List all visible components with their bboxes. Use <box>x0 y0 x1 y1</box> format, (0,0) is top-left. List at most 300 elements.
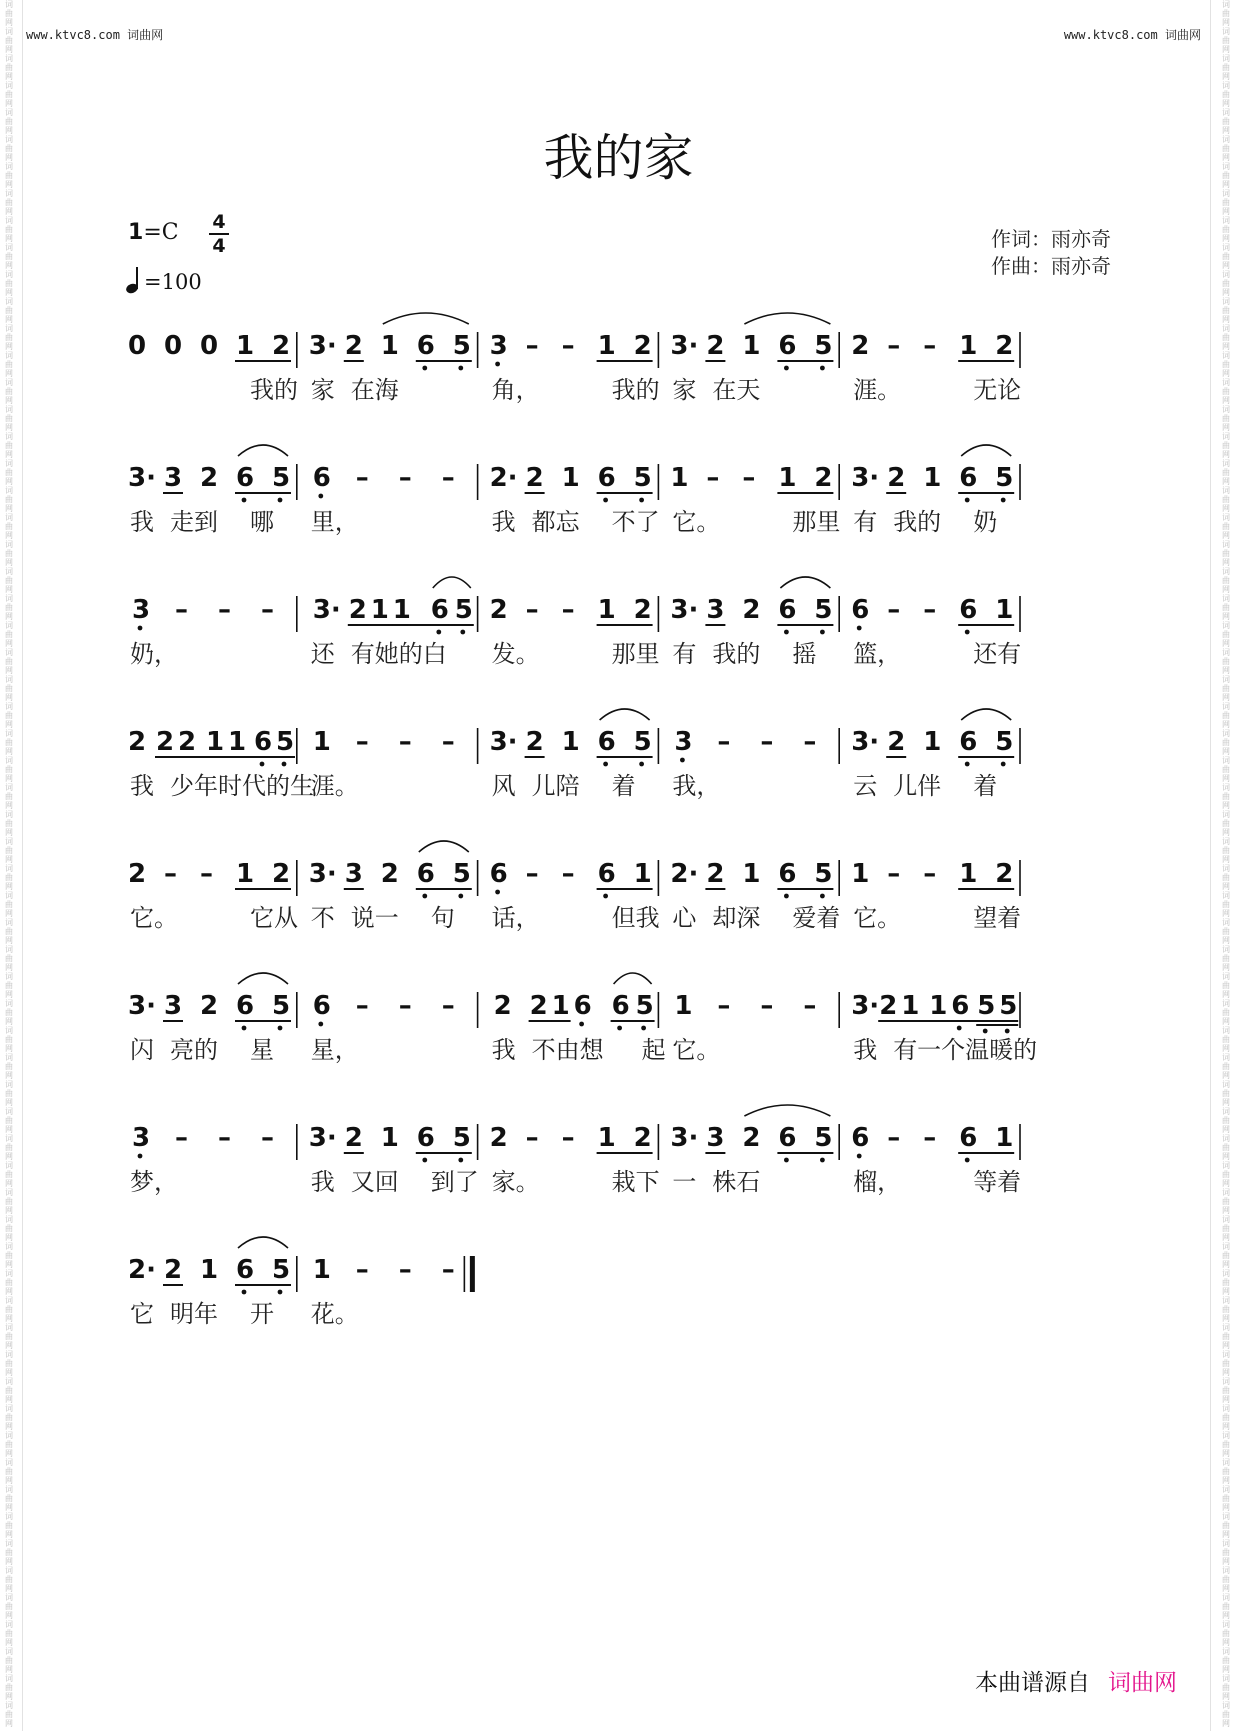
side-watermark-right: 词曲网词曲网词曲网词曲网词曲网词曲网词曲网词曲网词曲网词曲网词曲网词曲网词曲网词曲网词曲网词曲网词曲网词曲网词曲网词曲网词曲网词曲网词曲网词曲网词曲网词曲网词曲网词曲网词曲网词曲网词曲网词曲网词曲网词曲网词曲网词曲网词曲网词曲网词曲网词曲网词曲网词曲网词曲网词曲网词曲网词曲网词曲网词曲网词曲网词曲网词曲网词曲网词曲网词曲网词曲网词曲网词曲网词曲网词曲网词曲网词曲网词曲网词曲网词曲网 <box>1222 0 1230 1728</box>
note: – <box>525 331 539 361</box>
note: 2 <box>525 463 544 493</box>
note: 1 <box>392 595 411 625</box>
note: 6 <box>778 331 797 361</box>
octave-dot-below <box>318 494 323 499</box>
note: – <box>803 727 817 757</box>
octave-dot-below <box>784 894 789 899</box>
note: 1 <box>633 859 652 889</box>
lyric: 句 <box>430 904 455 932</box>
octave-dot-below <box>617 1026 622 1031</box>
note: 1 <box>778 463 797 493</box>
header-left-url[interactable]: www.ktvc8.com <box>26 28 120 42</box>
note: 6 <box>851 1123 870 1153</box>
lyric: 着 <box>611 772 636 800</box>
slur <box>238 973 288 984</box>
lyric: 有 <box>853 508 878 536</box>
note: 6 <box>959 595 978 625</box>
note: 2 <box>887 463 906 493</box>
lyric: 榴， <box>853 1168 902 1196</box>
note: 6 <box>416 1123 435 1153</box>
note: – <box>398 1255 412 1285</box>
note: 3· <box>851 463 880 493</box>
note: 2 <box>525 727 544 757</box>
note: – <box>200 859 213 889</box>
note: 2 <box>633 595 652 625</box>
note: – <box>717 991 731 1021</box>
lyric: 星 <box>250 1036 274 1064</box>
note: – <box>441 727 455 757</box>
note: 5 <box>995 727 1014 757</box>
note: 1 <box>380 331 399 361</box>
note: 6 <box>430 595 449 625</box>
note: 1 <box>380 1123 399 1153</box>
octave-dot-below <box>1005 1029 1010 1034</box>
note: – <box>355 1255 369 1285</box>
lyric: 那里 <box>611 640 660 668</box>
octave-dot-below <box>495 890 500 895</box>
note: 5 <box>977 991 996 1021</box>
note: 5 <box>999 991 1018 1021</box>
lyricist-credit: 作词：雨亦奇 <box>991 227 1111 251</box>
note: 3· <box>308 1123 337 1153</box>
note: 3· <box>128 463 156 493</box>
note: 3· <box>308 859 337 889</box>
lyric: 风 <box>491 772 516 800</box>
octave-dot-below <box>458 1158 463 1163</box>
note: – <box>261 595 274 625</box>
note: 1 <box>370 595 389 625</box>
octave-dot-below <box>639 498 644 503</box>
note: 3 <box>164 463 183 493</box>
lyric: 我的 <box>250 376 298 404</box>
note: 3· <box>851 727 880 757</box>
lyric: 爱着 <box>792 904 841 932</box>
lyric: 不由想 <box>531 1036 604 1064</box>
lyric: 话， <box>491 904 540 932</box>
octave-dot-below <box>1001 498 1006 503</box>
octave-dot-below <box>278 1290 283 1295</box>
note: 6 <box>312 463 331 493</box>
note: 6 <box>236 991 255 1021</box>
note: – <box>525 1123 539 1153</box>
note: 1 <box>597 595 616 625</box>
lyric: 还有 <box>973 640 1022 668</box>
octave-dot-below <box>138 1154 143 1159</box>
note: 2 <box>995 331 1014 361</box>
slur <box>433 577 471 588</box>
lyric: 我， <box>672 772 721 800</box>
lyric: 奶， <box>130 640 178 668</box>
note: 3 <box>489 331 508 361</box>
note: 1 <box>561 727 580 757</box>
lyric: 它。 <box>672 1036 721 1064</box>
note: 3 <box>344 859 363 889</box>
octave-dot-below <box>820 1158 825 1163</box>
lyric: 有一个温暖的 <box>893 1036 1038 1064</box>
note: 6 <box>597 463 616 493</box>
note: 2 <box>493 991 512 1021</box>
note: 5 <box>276 727 295 757</box>
note: 2 <box>489 595 508 625</box>
note: 2 <box>814 463 833 493</box>
note: – <box>525 595 539 625</box>
note: 6 <box>959 727 978 757</box>
note: 1 <box>742 859 761 889</box>
lyric: 着 <box>973 772 998 800</box>
note: 3· <box>308 331 337 361</box>
slur <box>744 1105 830 1116</box>
slur <box>238 445 288 456</box>
note: 1 <box>561 463 580 493</box>
note: 3 <box>132 1123 151 1153</box>
note: – <box>923 331 937 361</box>
note: – <box>218 1123 231 1153</box>
note: 2 <box>879 991 898 1021</box>
note: 6 <box>778 1123 797 1153</box>
note: 2 <box>742 1123 761 1153</box>
octave-dot-below <box>460 630 465 635</box>
note: 3· <box>851 991 880 1021</box>
octave-dot-below <box>603 894 608 899</box>
time-signature-top: 4 <box>212 211 226 233</box>
note: – <box>887 859 901 889</box>
octave-dot-below <box>784 366 789 371</box>
lyric: 心 <box>672 904 697 932</box>
note: – <box>887 1123 901 1153</box>
note: – <box>355 991 369 1021</box>
footer-source-label: 本曲谱源自 <box>975 1670 1090 1696</box>
octave-dot-below <box>458 366 463 371</box>
octave-dot-below <box>820 894 825 899</box>
note: 6 <box>959 463 978 493</box>
note: 1 <box>236 331 255 361</box>
octave-dot-below <box>857 1154 862 1159</box>
note: – <box>923 1123 937 1153</box>
note: – <box>923 859 937 889</box>
note: 5 <box>633 463 652 493</box>
octave-dot-below <box>242 1290 247 1295</box>
note: 6 <box>489 859 508 889</box>
lyric: 篮， <box>853 640 902 668</box>
octave-dot-below <box>422 366 427 371</box>
lyric: 但我 <box>611 904 660 932</box>
note: 2 <box>200 463 219 493</box>
lyric: 哪 <box>250 508 274 536</box>
octave-dot-below <box>820 630 825 635</box>
lyric: 无论 <box>973 376 1022 404</box>
note: 0 <box>164 331 183 361</box>
note: 2 <box>128 727 147 757</box>
note: 6 <box>597 859 616 889</box>
note: 6 <box>611 991 630 1021</box>
slur <box>961 709 1011 720</box>
note: 5 <box>814 595 833 625</box>
note: 5 <box>814 859 833 889</box>
note: 1 <box>923 463 942 493</box>
note: 6 <box>416 859 435 889</box>
note: 2 <box>742 595 761 625</box>
note: 3 <box>706 595 725 625</box>
song-title: 我的家 <box>543 129 694 187</box>
lyric: 株石 <box>712 1168 761 1196</box>
note: – <box>561 595 575 625</box>
slur <box>419 841 469 852</box>
note: – <box>398 727 412 757</box>
note: – <box>923 595 937 625</box>
octave-dot-below <box>282 762 287 767</box>
note: 1 <box>959 331 978 361</box>
footer-source <box>975 1664 1177 1697</box>
lyric: 望着 <box>973 904 1022 932</box>
note: 5 <box>452 859 471 889</box>
octave-dot-below <box>242 1026 247 1031</box>
lyric: 开 <box>250 1300 274 1328</box>
note: – <box>887 595 901 625</box>
lyric: 花。 <box>310 1300 359 1328</box>
note: 2· <box>489 463 518 493</box>
octave-dot-below <box>784 1158 789 1163</box>
lyric: 又回 <box>350 1168 399 1196</box>
note: 1 <box>995 595 1014 625</box>
note: 1 <box>236 859 255 889</box>
note: 3· <box>312 595 341 625</box>
lyric: 摇 <box>792 640 817 668</box>
key-letter: C <box>161 220 179 245</box>
octave-dot-below <box>965 498 970 503</box>
note: 1 <box>200 1255 219 1285</box>
octave-dot-below <box>278 1026 283 1031</box>
note: – <box>175 1123 188 1153</box>
note: 2 <box>887 727 906 757</box>
note: 2 <box>529 991 548 1021</box>
note: – <box>561 1123 575 1153</box>
note: 2 <box>200 991 219 1021</box>
lyric: 亮的 <box>170 1036 218 1064</box>
octave-dot-below <box>318 1022 323 1027</box>
note: 2 <box>706 331 725 361</box>
note: 2 <box>164 1255 183 1285</box>
note: – <box>717 727 731 757</box>
lyric: 有 <box>672 640 697 668</box>
lyric: 我的 <box>712 640 761 668</box>
octave-dot-below <box>422 1158 427 1163</box>
lyric: 明年 <box>170 1300 218 1328</box>
note: 2 <box>851 331 870 361</box>
lyric: 闪 <box>130 1036 154 1064</box>
note: 5 <box>272 1255 291 1285</box>
slur <box>383 313 469 324</box>
note: – <box>706 463 720 493</box>
lyric: 那里 <box>792 508 841 536</box>
lyric: 奶 <box>973 508 998 536</box>
note: 6 <box>597 727 616 757</box>
slur <box>238 1237 288 1248</box>
note: 3· <box>670 1123 699 1153</box>
key-equals: = <box>143 220 162 245</box>
lyric: 家。 <box>491 1168 540 1196</box>
lyric: 它。 <box>130 904 178 932</box>
note: 2· <box>670 859 699 889</box>
octave-dot-below <box>965 630 970 635</box>
octave-dot-below <box>278 498 283 503</box>
note: – <box>398 991 412 1021</box>
note: – <box>441 463 455 493</box>
octave-dot-below <box>1001 762 1006 767</box>
octave-dot-below <box>138 626 143 631</box>
note: 5 <box>633 727 652 757</box>
lyric: 到了 <box>430 1168 479 1196</box>
lyric: 在天 <box>712 376 761 404</box>
octave-dot-below <box>965 762 970 767</box>
note: – <box>441 991 455 1021</box>
octave-dot-below <box>436 630 441 635</box>
octave-dot-below <box>260 762 265 767</box>
note: 5 <box>814 1123 833 1153</box>
octave-dot-below <box>641 1026 646 1031</box>
slur <box>600 709 650 720</box>
side-watermark-left: 词曲网词曲网词曲网词曲网词曲网词曲网词曲网词曲网词曲网词曲网词曲网词曲网词曲网词曲网词曲网词曲网词曲网词曲网词曲网词曲网词曲网词曲网词曲网词曲网词曲网词曲网词曲网词曲网词曲网词曲网词曲网词曲网词曲网词曲网词曲网词曲网词曲网词曲网词曲网词曲网词曲网词曲网词曲网词曲网词曲网词曲网词曲网词曲网词曲网词曲网词曲网词曲网词曲网词曲网词曲网词曲网词曲网词曲网词曲网词曲网词曲网词曲网词曲网词曲网 <box>5 0 13 1728</box>
note: 2 <box>489 1123 508 1153</box>
octave-dot-below <box>857 626 862 631</box>
lyric: 还 <box>310 640 335 668</box>
note: – <box>561 859 575 889</box>
note: 1 <box>674 991 693 1021</box>
lyric: 儿伴 <box>893 772 942 800</box>
key-tonic: 1 <box>128 220 144 245</box>
note: 2 <box>272 331 291 361</box>
octave-dot-below <box>820 366 825 371</box>
note: 2 <box>348 595 367 625</box>
tempo-value: =100 <box>144 270 202 294</box>
octave-dot-below <box>579 1022 584 1027</box>
note: 6 <box>778 595 797 625</box>
lyric: 起 <box>641 1036 666 1064</box>
octave-dot-below <box>639 762 644 767</box>
note: 6 <box>573 991 592 1021</box>
note: – <box>760 727 774 757</box>
lyric: 走到 <box>170 508 218 536</box>
note: 3 <box>674 727 693 757</box>
note: 0 <box>128 331 147 361</box>
note: 5 <box>814 331 833 361</box>
note: – <box>164 859 177 889</box>
lyric: 它 <box>130 1300 154 1328</box>
note: 1 <box>670 463 689 493</box>
note: 6 <box>416 331 435 361</box>
note: 1 <box>551 991 570 1021</box>
note: 3 <box>132 595 151 625</box>
octave-dot-below <box>957 1026 962 1031</box>
note: 1 <box>597 1123 616 1153</box>
lyric: 儿陪 <box>531 772 580 800</box>
lyric: 有她的白 <box>350 640 447 668</box>
note: 1 <box>206 727 225 757</box>
octave-dot-below <box>965 1158 970 1163</box>
note: 2 <box>995 859 1014 889</box>
slur <box>780 577 830 588</box>
note: 2 <box>380 859 399 889</box>
lyric: 我 <box>853 1036 878 1064</box>
note: 2 <box>344 331 363 361</box>
lyric: 在海 <box>350 376 399 404</box>
note: 1 <box>851 859 870 889</box>
note: 2 <box>706 859 725 889</box>
note: 1 <box>995 1123 1014 1153</box>
lyric: 一 <box>672 1168 697 1196</box>
note: – <box>261 1123 274 1153</box>
note: 6 <box>959 1123 978 1153</box>
octave-dot-below <box>242 498 247 503</box>
lyric: 我 <box>310 1168 335 1196</box>
header-right-url[interactable]: www.ktvc8.com <box>1063 28 1158 42</box>
octave-dot-below <box>603 498 608 503</box>
note: 3 <box>706 1123 725 1153</box>
note: 6 <box>778 859 797 889</box>
header-left-site: 词曲网 <box>127 28 164 42</box>
note: 5 <box>452 1123 471 1153</box>
slur <box>614 973 652 984</box>
time-signature-bottom: 4 <box>212 235 226 257</box>
note: – <box>441 1255 455 1285</box>
note: 1 <box>901 991 920 1021</box>
lyric: 都忘 <box>531 508 580 536</box>
note: 2 <box>272 859 291 889</box>
note: 2 <box>128 859 147 889</box>
slur <box>744 313 830 324</box>
lyric: 它。 <box>672 508 721 536</box>
octave-dot-below <box>680 758 685 763</box>
note: 1 <box>312 1255 331 1285</box>
note: 1 <box>923 727 942 757</box>
octave-dot-below <box>495 362 500 367</box>
lyric: 我的 <box>893 508 942 536</box>
footer-brand-link[interactable]: 词曲网 <box>1108 1670 1177 1696</box>
note: 5 <box>454 595 473 625</box>
note: 2 <box>344 1123 363 1153</box>
note: 6 <box>236 463 255 493</box>
note: 1 <box>929 991 948 1021</box>
lyric: 发。 <box>491 640 540 668</box>
lyric: 云 <box>853 772 878 800</box>
note: 2 <box>178 727 197 757</box>
octave-dot-below <box>603 762 608 767</box>
note: 6 <box>851 595 870 625</box>
note: 6 <box>951 991 970 1021</box>
lyric: 角， <box>491 376 540 404</box>
note: – <box>398 463 412 493</box>
lyric: 梦， <box>130 1168 178 1196</box>
lyric: 它。 <box>853 904 902 932</box>
note: – <box>561 331 575 361</box>
lyric: 少年时代的生 <box>170 772 314 800</box>
header-right-site: 词曲网 <box>1164 28 1201 42</box>
note: – <box>355 727 369 757</box>
slur <box>961 445 1011 456</box>
note: 1 <box>312 727 331 757</box>
lyric: 我的 <box>611 376 660 404</box>
note: 3 <box>164 991 183 1021</box>
lyric: 涯。 <box>853 376 902 404</box>
note: 3· <box>489 727 518 757</box>
note: 3· <box>128 991 156 1021</box>
note: 0 <box>200 331 219 361</box>
octave-dot-below <box>784 630 789 635</box>
note: 2 <box>633 331 652 361</box>
lyric: 涯。 <box>310 772 359 800</box>
octave-dot-below <box>458 894 463 899</box>
note: 6 <box>312 991 331 1021</box>
lyric: 它从 <box>250 904 298 932</box>
